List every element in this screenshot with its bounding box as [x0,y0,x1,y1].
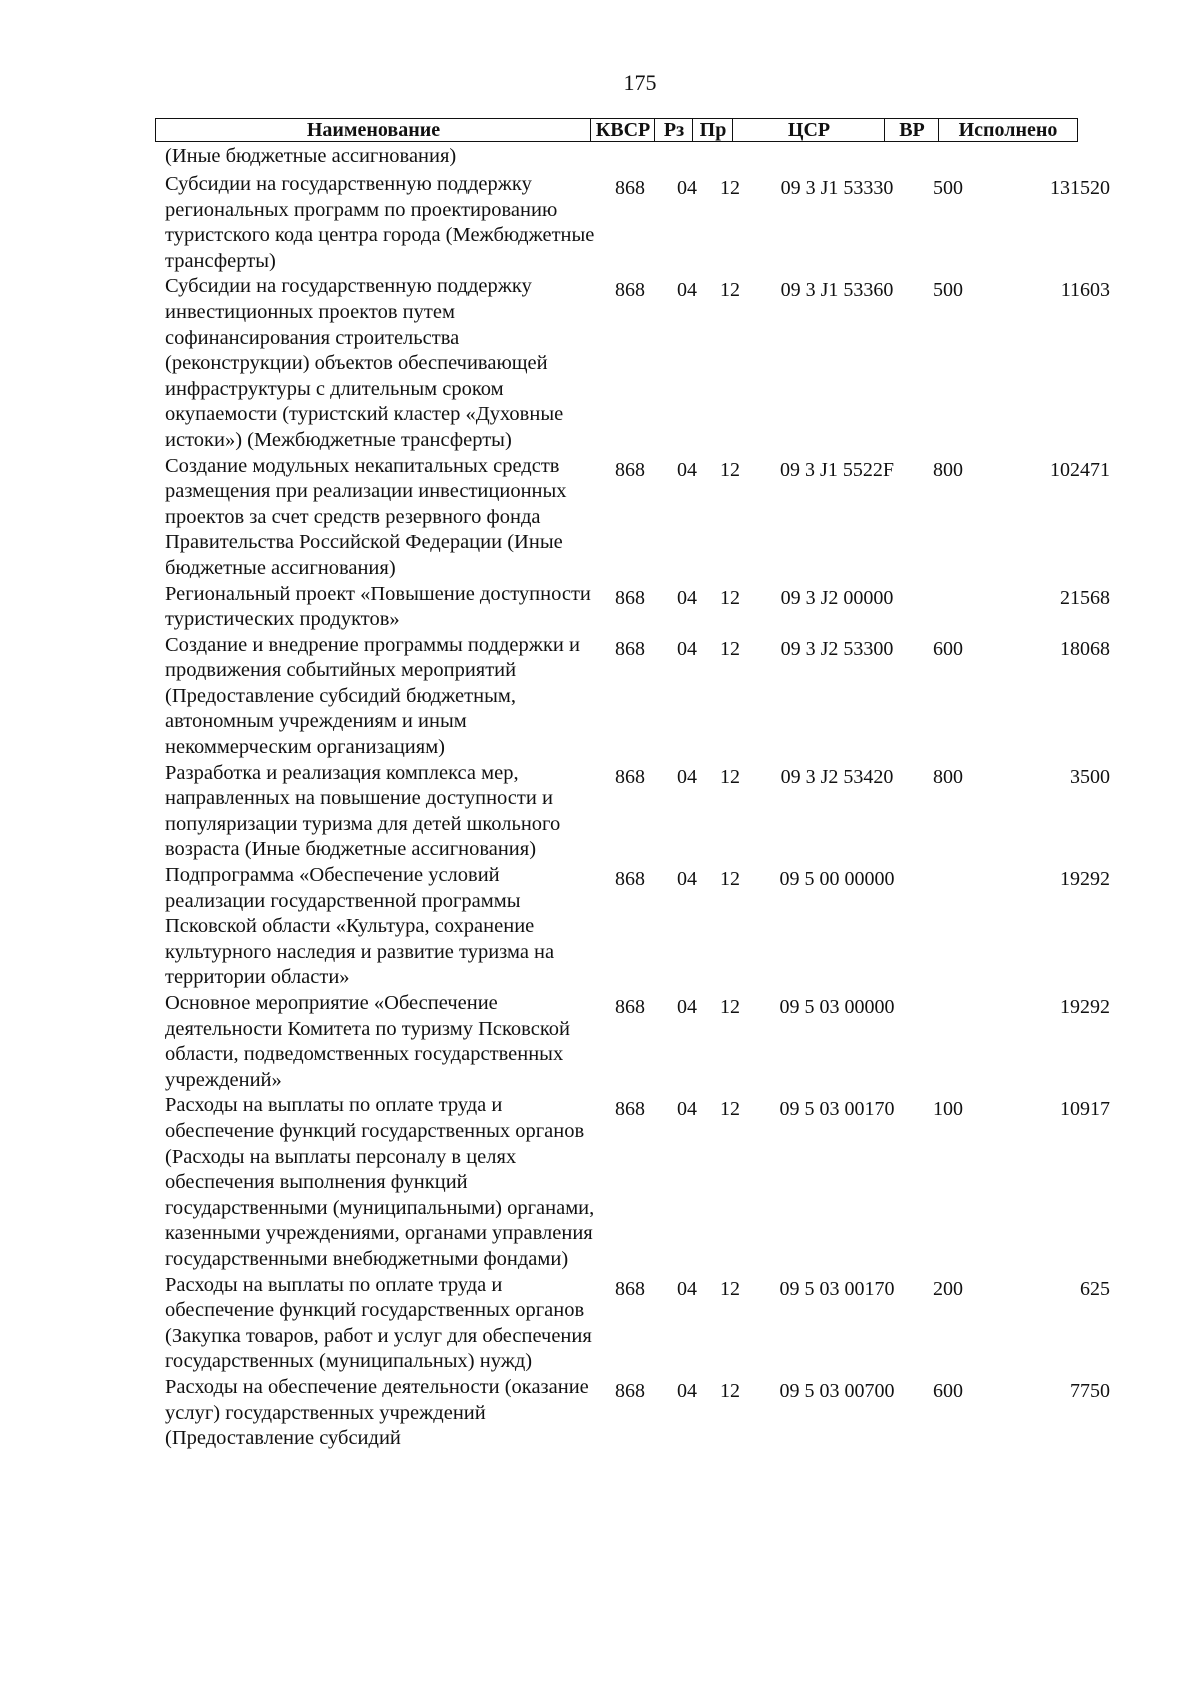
row-rz: 04 [677,637,697,660]
row-csr: 09 5 03 00170 [779,1098,895,1121]
row-done: 7750 [1070,1379,1110,1402]
row-name: Расходы на обеспечение деятельности (оказание услуг) государственных учреждений (Предоставление субсидий [165,1375,589,1450]
row-pr: 12 [720,177,740,199]
header-vr: ВР [884,118,940,142]
row-pr: 12 [720,868,740,891]
row-name: Субсидии на государственную поддержку инвестиционных проектов путем софинансирования строительства (реконструкции) объектов обеспечивающей инфраструктуры с длительным сроком окупаемости (туристский кластер «Духовные истоки») (Межбюджетные трансферты) [165,275,564,451]
row-kvsr: 868 [615,177,645,199]
row-name: Расходы на выплаты по оплате труда и обеспечение функций государственных органов (Закупка товаров, работ и услуг для обеспечения государственных (муниципальных) нужд) [165,1273,592,1373]
row-csr: 09 5 00 00000 [779,868,895,891]
row-name: Основное мероприятие «Обеспечение деятельности Комитета по туризму Псковской области, подведомственных государственных учреждений» [165,992,570,1091]
row-done: 131520 [1050,177,1110,199]
row-csr: 09 3 J2 53300 [780,637,894,660]
row-kvsr: 868 [615,996,645,1018]
row-pr: 12 [720,586,740,609]
row-kvsr: 868 [615,586,645,609]
table-row [0,1273,1200,1375]
header-name: Наименование [155,118,592,142]
header-csr: ЦСР [732,118,886,142]
table-row [0,582,1200,633]
row-name: Расходы на выплаты по оплате труда и обеспечение функций государственных органов (Расходы на выплаты персоналу в целях обеспечения выполнения функций государственными (муниципальными) органами, казенными учреждениями, органами управления государственными внебюджетными фондами) [165,1094,595,1270]
row-rz: 04 [677,458,697,481]
table-row [0,1093,1200,1272]
row-rz: 04 [677,1379,697,1402]
row-vr: 800 [933,458,963,481]
row-csr: 09 3 J1 53330 [780,177,894,199]
row-pr: 12 [720,1277,740,1300]
row-pr: 12 [720,996,740,1018]
row-vr: 800 [933,765,963,788]
row-name: Разработка и реализация комплекса мер, направленных на повышение доступности и популяризации туризма для детей школьного возраста (Иные бюджетные ассигнования) [165,761,561,861]
table-body [0,144,1200,1452]
row-pr: 12 [720,765,740,788]
row-done: 18068 [1060,637,1110,660]
page-number: 175 [623,70,657,95]
row-kvsr: 868 [615,1098,645,1121]
row-csr: 09 3 J1 5522F [780,458,894,481]
row-done: 102471 [1050,458,1110,481]
table-row [0,172,1200,274]
row-vr: 100 [933,1098,963,1121]
row-kvsr: 868 [615,765,645,788]
row-done: 10917 [1060,1098,1110,1121]
header-pr: Пр [692,118,734,142]
row-done: 3500 [1070,765,1110,788]
header-rz: Рз [654,118,694,142]
row-name: Региональный проект «Повышение доступности туристических продуктов» [165,582,591,631]
header-kvsr: КВСР [590,118,656,142]
row-done: 19292 [1060,996,1110,1018]
row-pr: 12 [720,1098,740,1121]
row-vr: 200 [933,1277,963,1300]
row-kvsr: 868 [615,458,645,481]
row-rz: 04 [677,1277,697,1300]
row-csr: 09 3 J2 53420 [780,765,894,788]
row-csr: 09 5 03 00000 [779,996,895,1018]
table-row [0,991,1200,1093]
row-rz: 04 [677,996,697,1018]
row-rz: 04 [677,586,697,609]
row-pr: 12 [720,637,740,660]
table-row [0,144,1200,172]
row-rz: 04 [677,279,697,302]
table-row [0,633,1200,761]
row-kvsr: 868 [615,279,645,302]
row-name: (Иные бюджетные ассигнования) [165,145,457,167]
row-kvsr: 868 [615,637,645,660]
row-rz: 04 [677,1098,697,1121]
row-pr: 12 [720,279,740,302]
row-vr: 500 [933,177,963,199]
table-row [0,761,1200,863]
row-pr: 12 [720,1379,740,1402]
row-done: 11603 [1060,279,1110,302]
row-done: 19292 [1060,868,1110,891]
table-row [0,1375,1200,1452]
row-csr: 09 5 03 00170 [779,1277,895,1300]
row-rz: 04 [677,765,697,788]
row-vr: 500 [933,279,963,302]
row-done: 625 [1080,1277,1110,1300]
row-vr: 600 [933,1379,963,1402]
row-name: Создание модульных некапитальных средств размещения при реализации инвестиционных проектов за счет средств резервного фонда Правительства Российской Федерации (Иные бюджетные ассигнования) [165,454,567,579]
row-csr: 09 3 J1 53360 [780,279,894,302]
table-row [0,274,1200,453]
table-row [0,454,1200,582]
table-row [0,863,1200,991]
table-header [155,118,1123,144]
row-rz: 04 [677,177,697,199]
row-rz: 04 [677,868,697,891]
row-kvsr: 868 [615,868,645,891]
row-name: Субсидии на государственную поддержку региональных программ по проектированию туристского кода центра города (Межбюджетные трансферты) [165,173,595,272]
row-csr: 09 5 03 00700 [779,1379,895,1402]
row-vr: 600 [933,637,963,660]
row-name: Создание и внедрение программы поддержки и продвижения событийных мероприятий (Предоставление субсидий бюджетным, автономным учреждениям и иным некоммерческим организациям) [165,633,580,759]
row-kvsr: 868 [615,1277,645,1300]
row-pr: 12 [720,458,740,481]
row-kvsr: 868 [615,1379,645,1402]
header-done: Исполнено [938,118,1078,142]
row-done: 21568 [1060,586,1110,609]
row-name: Подпрограмма «Обеспечение условий реализации государственной программы Псковской области «Культура, сохранение культурного наследия и развитие туризма на территории области» [165,864,555,989]
row-csr: 09 3 J2 00000 [780,586,894,609]
